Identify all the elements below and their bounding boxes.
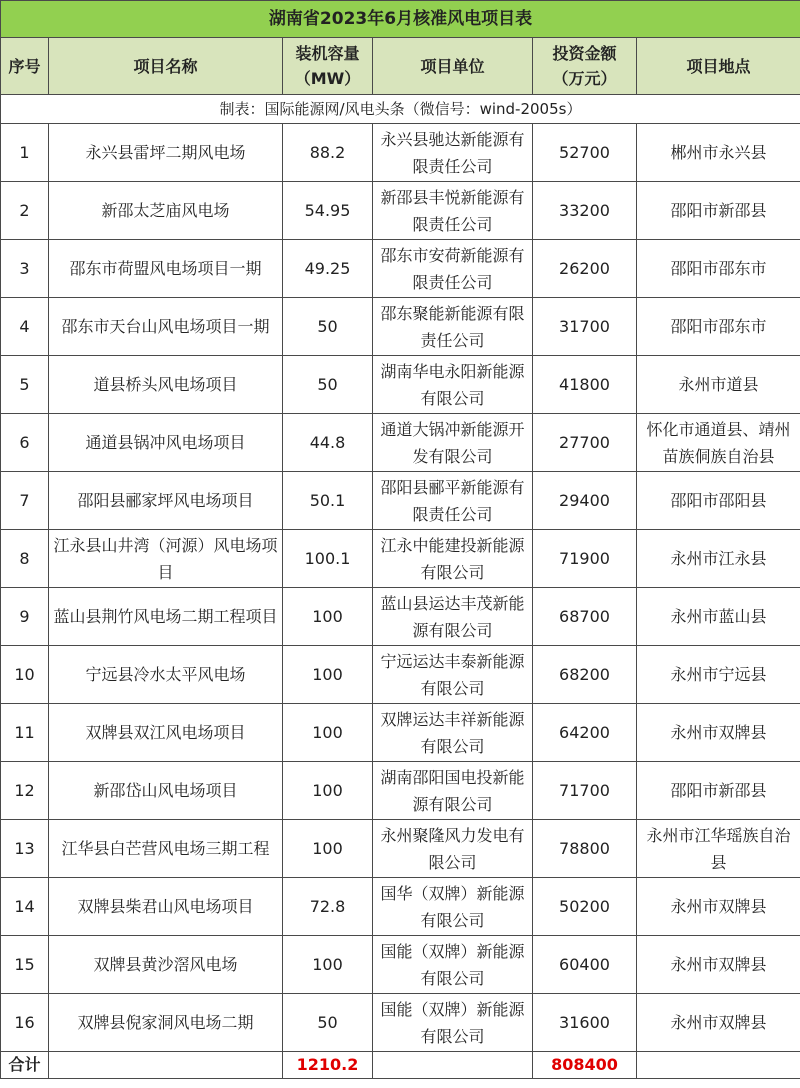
cell-seq: 9 [1, 588, 49, 646]
cell-capacity: 100 [283, 646, 373, 704]
cell-capacity: 49.25 [283, 240, 373, 298]
cell-investment: 68700 [533, 588, 637, 646]
cell-name: 双牌县黄沙滘风电场 [49, 936, 283, 994]
total-empty-cell [373, 1052, 533, 1079]
table-row [1, 414, 800, 472]
cell-capacity: 100 [283, 820, 373, 878]
cell-name: 双牌县柴君山风电场项目 [49, 878, 283, 936]
cell-investment: 27700 [533, 414, 637, 472]
total-investment: 808400 [533, 1052, 637, 1079]
table-row [1, 240, 800, 298]
cell-company: 湖南华电永阳新能源有限公司 [373, 356, 533, 414]
cell-company: 邵东市安荷新能源有限责任公司 [373, 240, 533, 298]
table-row [1, 356, 800, 414]
cell-investment: 31700 [533, 298, 637, 356]
header-name: 项目名称 [49, 38, 283, 95]
cell-name: 双牌县双江风电场项目 [49, 704, 283, 762]
cell-company: 国能（双牌）新能源有限公司 [373, 936, 533, 994]
cell-name: 江华县白芒营风电场三期工程 [49, 820, 283, 878]
cell-capacity: 100.1 [283, 530, 373, 588]
cell-seq: 8 [1, 530, 49, 588]
cell-location: 永州市宁远县 [637, 646, 800, 704]
cell-seq: 2 [1, 182, 49, 240]
cell-investment: 71700 [533, 762, 637, 820]
cell-location: 永州市江永县 [637, 530, 800, 588]
cell-capacity: 50 [283, 298, 373, 356]
table-row [1, 994, 800, 1052]
total-row [1, 1052, 800, 1079]
cell-location: 永州市江华瑶族自治县 [637, 820, 800, 878]
header-company: 项目单位 [373, 38, 533, 95]
cell-capacity: 100 [283, 936, 373, 994]
cell-location: 邵阳市邵阳县 [637, 472, 800, 530]
cell-location: 邵阳市新邵县 [637, 762, 800, 820]
cell-investment: 68200 [533, 646, 637, 704]
cell-company: 宁远运达丰泰新能源有限公司 [373, 646, 533, 704]
cell-capacity: 100 [283, 762, 373, 820]
cell-seq: 7 [1, 472, 49, 530]
table-row [1, 936, 800, 994]
header-location: 项目地点 [637, 38, 800, 95]
cell-location: 永州市双牌县 [637, 878, 800, 936]
table-row [1, 530, 800, 588]
cell-capacity: 72.8 [283, 878, 373, 936]
table-row [1, 820, 800, 878]
cell-name: 邵东市天台山风电场项目一期 [49, 298, 283, 356]
cell-name: 永兴县雷坪二期风电场 [49, 124, 283, 182]
cell-location: 邵阳市新邵县 [637, 182, 800, 240]
cell-name: 新邵太芝庙风电场 [49, 182, 283, 240]
cell-name: 宁远县冷水太平风电场 [49, 646, 283, 704]
cell-company: 邵阳县郦平新能源有限责任公司 [373, 472, 533, 530]
cell-location: 永州市双牌县 [637, 994, 800, 1052]
cell-seq: 11 [1, 704, 49, 762]
cell-location: 永州市蓝山县 [637, 588, 800, 646]
table-title: 湖南省2023年6月核准风电项目表 [1, 1, 800, 38]
cell-capacity: 50 [283, 356, 373, 414]
cell-company: 湖南邵阳国电投新能源有限公司 [373, 762, 533, 820]
table-row [1, 124, 800, 182]
cell-name: 邵阳县郦家坪风电场项目 [49, 472, 283, 530]
cell-seq: 13 [1, 820, 49, 878]
cell-seq: 12 [1, 762, 49, 820]
cell-seq: 3 [1, 240, 49, 298]
cell-capacity: 54.95 [283, 182, 373, 240]
cell-company: 蓝山县运达丰茂新能源有限公司 [373, 588, 533, 646]
cell-company: 永兴县驰达新能源有限责任公司 [373, 124, 533, 182]
cell-company: 邵东聚能新能源有限责任公司 [373, 298, 533, 356]
cell-location: 永州市道县 [637, 356, 800, 414]
table-row [1, 646, 800, 704]
cell-company: 新邵县丰悦新能源有限责任公司 [373, 182, 533, 240]
cell-capacity: 100 [283, 588, 373, 646]
total-empty-cell [637, 1052, 800, 1079]
source-note: 制表：国际能源网/风电头条（微信号：wind-2005s） [1, 95, 800, 124]
cell-capacity: 88.2 [283, 124, 373, 182]
cell-investment: 41800 [533, 356, 637, 414]
header-investment: 投资金额（万元） [533, 38, 637, 95]
table-row [1, 472, 800, 530]
cell-location: 怀化市通道县、靖州苗族侗族自治县 [637, 414, 800, 472]
cell-name: 通道县锅冲风电场项目 [49, 414, 283, 472]
cell-investment: 33200 [533, 182, 637, 240]
cell-capacity: 50.1 [283, 472, 373, 530]
table-row [1, 588, 800, 646]
total-capacity: 1210.2 [283, 1052, 373, 1079]
header-seq: 序号 [1, 38, 49, 95]
cell-seq: 14 [1, 878, 49, 936]
cell-investment: 78800 [533, 820, 637, 878]
cell-company: 通道大锅冲新能源开发有限公司 [373, 414, 533, 472]
cell-name: 蓝山县荆竹风电场二期工程项目 [49, 588, 283, 646]
cell-seq: 1 [1, 124, 49, 182]
header-capacity: 装机容量（MW） [283, 38, 373, 95]
cell-seq: 6 [1, 414, 49, 472]
cell-name: 道县桥头风电场项目 [49, 356, 283, 414]
table-row [1, 704, 800, 762]
cell-company: 国华（双牌）新能源有限公司 [373, 878, 533, 936]
cell-company: 国能（双牌）新能源有限公司 [373, 994, 533, 1052]
cell-company: 双牌运达丰祥新能源有限公司 [373, 704, 533, 762]
table-row [1, 298, 800, 356]
total-label: 合计 [1, 1052, 49, 1079]
cell-location: 永州市双牌县 [637, 936, 800, 994]
cell-seq: 16 [1, 994, 49, 1052]
cell-seq: 10 [1, 646, 49, 704]
cell-location: 邵阳市邵东市 [637, 240, 800, 298]
cell-investment: 50200 [533, 878, 637, 936]
cell-seq: 4 [1, 298, 49, 356]
table-row [1, 878, 800, 936]
cell-seq: 5 [1, 356, 49, 414]
cell-location: 郴州市永兴县 [637, 124, 800, 182]
cell-capacity: 100 [283, 704, 373, 762]
cell-investment: 64200 [533, 704, 637, 762]
table-row [1, 762, 800, 820]
cell-investment: 31600 [533, 994, 637, 1052]
table-row [1, 182, 800, 240]
cell-name: 邵东市荷盟风电场项目一期 [49, 240, 283, 298]
cell-company: 江永中能建投新能源有限公司 [373, 530, 533, 588]
cell-capacity: 50 [283, 994, 373, 1052]
cell-investment: 26200 [533, 240, 637, 298]
cell-investment: 29400 [533, 472, 637, 530]
cell-name: 双牌县倪家洞风电场二期 [49, 994, 283, 1052]
total-empty-cell [49, 1052, 283, 1079]
cell-seq: 15 [1, 936, 49, 994]
cell-capacity: 44.8 [283, 414, 373, 472]
cell-investment: 71900 [533, 530, 637, 588]
cell-name: 新邵岱山风电场项目 [49, 762, 283, 820]
cell-location: 邵阳市邵东市 [637, 298, 800, 356]
cell-investment: 52700 [533, 124, 637, 182]
cell-investment: 60400 [533, 936, 637, 994]
cell-name: 江永县山井湾（河源）风电场项目 [49, 530, 283, 588]
cell-company: 永州聚隆风力发电有限公司 [373, 820, 533, 878]
cell-location: 永州市双牌县 [637, 704, 800, 762]
